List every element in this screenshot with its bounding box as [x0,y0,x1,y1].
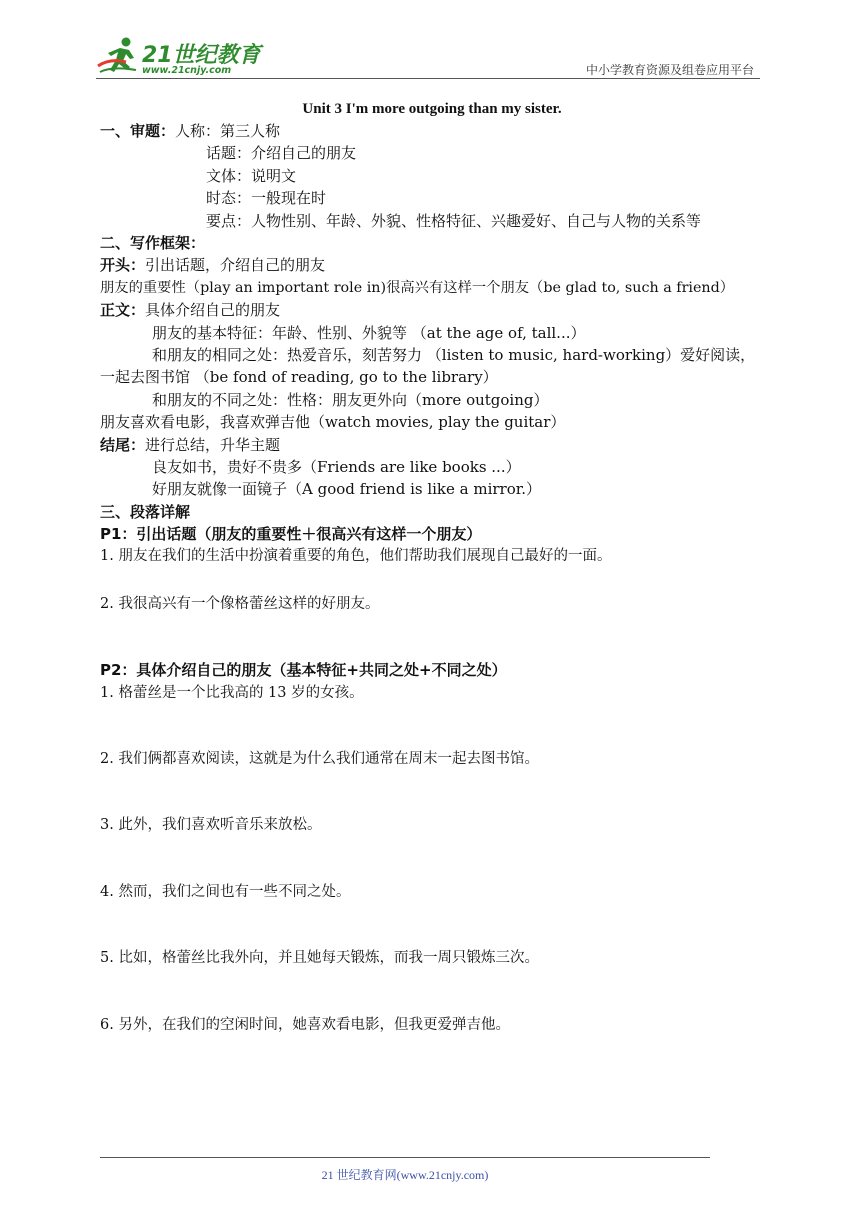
opening-label: 开头： [100,256,146,275]
page-header [0,0,860,80]
platform-name: 中小学教育资源及组卷应用平台 [585,63,754,77]
list-item: 2. 我很高兴有一个像格蕾丝这样的好朋友。 [100,595,380,612]
person-line: 人称：第三人称 [175,122,281,140]
section-analysis [100,120,764,142]
footer-link[interactable]: 21 世纪教育网(www.21cnjy.com) [321,1168,489,1182]
body-text: 具体介绍自己的朋友 [145,301,281,320]
list-item: 5. 比如，格蕾丝比我外向，并且她每天锻炼，而我一周只锻炼三次。 [100,950,539,967]
ending-label: 结尾： [100,435,146,454]
opening-line [100,254,764,276]
p2-heading: P2：具体介绍自己的朋友（基本特征+共同之处+不同之处） [100,661,507,680]
logo [96,36,266,80]
body-label: 正文： [100,301,146,320]
body-detail-4: 朋友喜欢看电影，我喜欢弹吉他（watch movies, play the guitar） [100,413,566,432]
section-heading: 三、段落详解 [100,502,191,521]
list-item: 1. 格蕾丝是一个比我高的 13 岁的女孩。 [100,684,364,701]
ending-detail-2: 好朋友就像一面镜子（A good friend is like a mirror.） [152,480,542,499]
runner-logo-icon [96,36,142,76]
list-item: 4. 然而，我们之间也有一些不同之处。 [100,883,351,900]
section-heading: 二、写作框架： [100,233,206,252]
footer-divider [100,1157,710,1158]
ending-detail-1: 良友如书，贵好不贵多（Friends are like books ...） [152,457,521,476]
body-line [100,299,764,321]
p1-heading: P1：引出话题（朋友的重要性＋很高兴有这样一个朋友） [100,525,482,544]
section-heading: 一、审题： [100,122,176,140]
genre-line: 文体：说明文 [206,166,297,185]
body-detail-3: 和朋友的不同之处：性格：朋友更外向（more outgoing） [152,390,549,409]
logo-url: www.21cnjy.com [142,65,232,76]
header-divider [96,78,760,79]
opening-detail: 朋友的重要性（play an important role in)很高兴有这样一个朋友（be glad to, such a friend） [100,279,735,296]
list-item: 2. 我们俩都喜欢阅读，这就是为什么我们通常在周末一起去图书馆。 [100,751,539,768]
points-line: 要点：人物性别、年龄、外貌、性格特征、兴趣爱好、自己与人物的关系等 [206,211,702,230]
tense-line: 时态：一般现在时 [206,189,327,208]
page-title: Unit 3 I'm more outgoing than my sister. [302,101,562,117]
ending-text: 进行总结，升华主题 [145,435,281,454]
body-detail-1: 朋友的基本特征：年龄、性别、外貌等 （at the age of, tall...） [152,323,586,342]
document-body [100,98,764,1036]
list-item: 1. 朋友在我们的生活中扮演着重要的角色，他们帮助我们展现自己最好的一面。 [100,548,612,565]
opening-text: 引出话题，介绍自己的朋友 [145,256,326,275]
body-detail-2: 和朋友的相同之处：热爱音乐，刻苦努力 （listen to music, hard-working）爱好阅读，一起去图书馆 （be fond of reading, go to the library） [100,345,756,387]
logo-text: 21世纪教育 [142,43,261,68]
list-item: 3. 此外，我们喜欢听音乐来放松。 [100,817,322,834]
topic-line: 话题：介绍自己的朋友 [206,144,357,163]
ending-line [100,434,764,456]
list-item: 6. 另外，在我们的空闲时间，她喜欢看电影，但我更爱弹吉他。 [100,1016,510,1033]
